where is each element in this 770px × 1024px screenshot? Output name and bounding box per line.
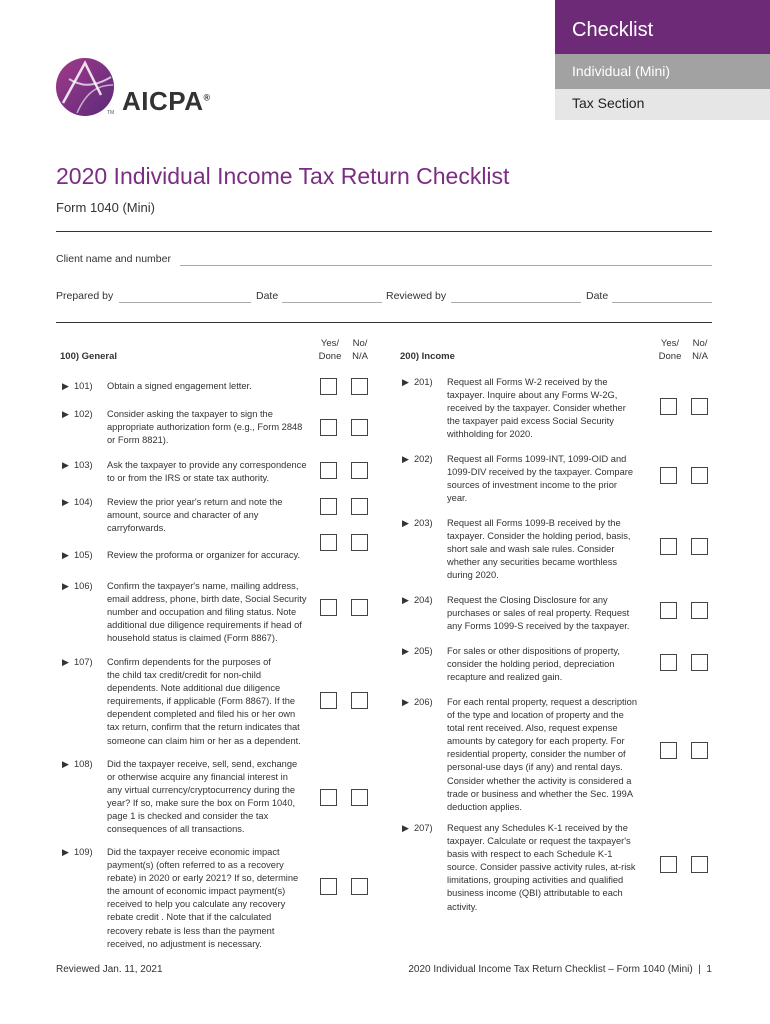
income-202-no-na-checkbox[interactable]: [691, 467, 708, 484]
item-text-line: sources of investment income to the prior: [447, 480, 618, 491]
income-section-title: 200) Income: [400, 351, 455, 362]
item-text: [447, 376, 650, 441]
item-text-line: deduction applies.: [447, 801, 522, 812]
arrow-icon: ▶: [402, 595, 409, 605]
item-text-line: total rent received. Also, request expense: [447, 723, 618, 734]
item-text: [107, 380, 310, 393]
item-text-line: dependent completed and filed his or her own: [107, 709, 296, 720]
item-number: 105): [74, 550, 93, 560]
income-205-no-na-checkbox[interactable]: [691, 654, 708, 671]
arrow-icon: ▶: [402, 518, 409, 528]
general-section-title: 100) General: [60, 351, 118, 362]
item-text-line: the taxpayer paid excess Social Security: [447, 416, 614, 427]
yes-done-header: Yes/ Done: [318, 338, 342, 362]
item-text-line: Request all Forms 1099-INT, 1099-OID and: [447, 454, 627, 464]
item-text-line: the child tax credit/credit for non-child: [107, 670, 261, 681]
general-item-101: [62, 380, 310, 393]
general-106-yes-done-checkbox[interactable]: [320, 599, 337, 616]
item-text: [107, 459, 310, 485]
item-text-line: or otherwise acquire any financial interest in: [107, 772, 288, 783]
item-text-line: to or from the IRS or state tax authority.: [107, 473, 270, 484]
item-text-line: taxpayer. Consider the holding period, basis,: [447, 531, 631, 542]
item-text-line: purchases or sales of real property. Request: [447, 608, 630, 619]
logo-text: AICPA®: [122, 86, 211, 116]
item-text-line: Did the taxpayer receive economic impact: [107, 847, 280, 857]
date1-label: Date: [256, 290, 279, 302]
item-text-line: short sale and wash sale rules. Consider: [447, 544, 615, 555]
item-text-line: 1099-DIV received by the taxpayer. Compare: [447, 467, 634, 478]
item-number: 103): [74, 460, 93, 470]
general-item-107: [62, 656, 310, 748]
item-text-line: Consider whether the activity is considered a: [447, 775, 632, 786]
income-item-202: [402, 453, 650, 505]
arrow-icon: ▶: [62, 409, 69, 419]
item-text-line: residential property, consider the number of: [447, 749, 626, 760]
item-text-line: year? If so, make sure the box on Form 1040,: [107, 798, 296, 809]
general-108-yes-done-checkbox[interactable]: [320, 789, 337, 806]
item-text-line: email address, phone, birth date, Social Security: [107, 594, 307, 605]
income-204-yes-done-checkbox[interactable]: [660, 602, 677, 619]
item-text-line: appropriate authorization form (e.g., Form 2848: [107, 422, 303, 433]
item-text-line: received by the taxpayer. Consider whether: [447, 403, 626, 414]
income-item-203: [402, 517, 650, 582]
item-text-line: Request the Closing Disclosure for any: [447, 595, 608, 605]
item-number: 104): [74, 497, 93, 507]
logo-tm: TM: [107, 110, 115, 116]
general-103-yes-done-checkbox[interactable]: [320, 462, 337, 479]
item-text-line: limitations, grouping activities and qualified: [447, 875, 624, 886]
date2-field[interactable]: [612, 302, 712, 303]
document-title: 2020 Individual Income Tax Return Checklist: [56, 163, 510, 189]
client-label: Client name and number: [56, 253, 171, 265]
arrow-icon: ▶: [402, 454, 409, 464]
general-102-no-na-checkbox[interactable]: [351, 419, 368, 436]
arrow-icon: ▶: [402, 377, 409, 387]
yes-done-header-2: Yes/ Done: [658, 338, 682, 362]
general-item-106: [62, 580, 310, 645]
document-subtitle: Form 1040 (Mini): [56, 200, 155, 215]
income-206-no-na-checkbox[interactable]: [691, 742, 708, 759]
item-text-line: number and occupation and filing status. Note: [107, 607, 297, 618]
item-text: [107, 408, 310, 447]
item-text-line: For sales or other dispositions of property,: [447, 646, 620, 656]
item-text-line: recapture and realized gain.: [447, 672, 563, 683]
item-number: 205): [414, 646, 433, 656]
general-105-yes-done-checkbox[interactable]: [320, 534, 337, 551]
item-text-line: or Form 8821).: [107, 435, 169, 446]
item-text-line: received, no adjustment is necessary.: [107, 938, 262, 949]
prepared-by-field[interactable]: [119, 302, 251, 303]
arrow-icon: ▶: [62, 550, 69, 560]
item-text-line: tax return, confirm that the return indicates that: [107, 722, 300, 733]
item-text: [447, 594, 650, 633]
item-text-line: received to help you calculate any recovery: [107, 899, 286, 910]
item-text-line: Review the prior year's return and note the: [107, 497, 283, 507]
item-text-line: payment(s) (often referred to as a recovery: [107, 860, 284, 871]
arrow-icon: ▶: [62, 460, 69, 470]
general-106-no-na-checkbox[interactable]: [351, 599, 368, 616]
general-108-no-na-checkbox[interactable]: [351, 789, 368, 806]
no-na-header: No/ N/A: [352, 338, 368, 362]
item-text-line: amount, source and character of any: [107, 510, 259, 521]
item-text-line: taxpayer. Inquire about any Forms W-2G,: [447, 390, 618, 401]
item-text: [107, 656, 310, 748]
item-text-line: of the type and location of property and the: [447, 710, 624, 721]
item-text: [107, 758, 310, 837]
arrow-icon: ▶: [62, 759, 69, 769]
general-item-109: [62, 846, 310, 951]
item-text-line: trade or business and whether the Sec. 199A: [447, 788, 634, 799]
item-text-line: amounts by category for each property. For: [447, 736, 625, 747]
item-text-line: Ask the taxpayer to provide any correspondence: [107, 460, 307, 470]
item-number: 201): [414, 377, 433, 387]
item-text-line: Request all Forms 1099-B received by the: [447, 518, 621, 528]
item-text: [107, 496, 310, 535]
arrow-icon: ▶: [402, 823, 409, 833]
item-text-line: any Forms 1099-S received by the taxpayer.: [447, 621, 630, 632]
general-107-yes-done-checkbox[interactable]: [320, 692, 337, 709]
item-text-line: page 1 is checked and consider the tax: [107, 811, 269, 822]
income-item-207: [402, 822, 650, 914]
item-text-line: taxpayer. Calculate or request the taxpayer's: [447, 836, 631, 847]
footer-page-info: 2020 Individual Income Tax Return Checklist – Form 1040 (Mini) | 1: [408, 964, 712, 975]
income-205-yes-done-checkbox[interactable]: [660, 654, 677, 671]
income-204-no-na-checkbox[interactable]: [691, 602, 708, 619]
general-104-yes-done-checkbox[interactable]: [320, 498, 337, 515]
item-text-line: during 2020.: [447, 570, 499, 581]
arrow-icon: ▶: [62, 381, 69, 391]
item-text-line: recovery rebate is less than the payment: [107, 925, 275, 936]
general-103-no-na-checkbox[interactable]: [351, 462, 368, 479]
item-text-line: consider the holding period, depreciation: [447, 659, 615, 670]
item-text-line: Confirm dependents for the purposes of: [107, 657, 271, 667]
footer-reviewed-date: Reviewed Jan. 11, 2021: [56, 964, 163, 975]
item-text-line: Obtain a signed engagement letter.: [107, 381, 252, 391]
general-101-yes-done-checkbox[interactable]: [320, 378, 337, 395]
income-206-yes-done-checkbox[interactable]: [660, 742, 677, 759]
fields-divider: [56, 322, 712, 323]
item-number: 109): [74, 847, 93, 857]
income-201-no-na-checkbox[interactable]: [691, 398, 708, 415]
item-text-line: consequences of all transactions.: [107, 824, 245, 835]
item-text: [447, 517, 650, 582]
tab-checklist: Checklist: [555, 0, 770, 54]
general-109-no-na-checkbox[interactable]: [351, 878, 368, 895]
item-text-line: source. Consider passive activity rules, at-risk: [447, 862, 636, 873]
item-text-line: any virtual currency/cryptocurrency during the: [107, 785, 296, 796]
arrow-icon: ▶: [402, 646, 409, 656]
item-number: 204): [414, 595, 433, 605]
item-text: [107, 549, 310, 562]
item-text-line: Did the taxpayer receive, sell, send, exchange: [107, 759, 298, 769]
item-text: [107, 580, 310, 645]
income-202-yes-done-checkbox[interactable]: [660, 467, 677, 484]
item-number: 203): [414, 518, 433, 528]
item-text-line: dependents. Note additional due diligence: [107, 683, 281, 694]
item-text: [447, 453, 650, 505]
item-text-line: Request all Forms W-2 received by the: [447, 377, 608, 387]
item-number: 202): [414, 454, 433, 464]
item-text-line: withholding for 2020.: [447, 429, 533, 440]
reviewed-by-field[interactable]: [451, 302, 581, 303]
item-text-line: someone can claim him or her as a dependent.: [107, 735, 301, 746]
item-text: [107, 846, 310, 951]
general-109-yes-done-checkbox[interactable]: [320, 878, 337, 895]
general-102-yes-done-checkbox[interactable]: [320, 419, 337, 436]
item-text-line: additional due diligence requirements if head of: [107, 620, 302, 631]
income-item-205: [402, 645, 650, 684]
item-text-line: basis with respect to each Schedule K-1: [447, 849, 613, 860]
general-105-no-na-checkbox[interactable]: [351, 534, 368, 551]
arrow-icon: ▶: [402, 697, 409, 707]
item-text-line: business income (QBI) attributable to each: [447, 888, 623, 899]
date1-field[interactable]: [282, 302, 382, 303]
income-203-yes-done-checkbox[interactable]: [660, 538, 677, 555]
general-101-no-na-checkbox[interactable]: [351, 378, 368, 395]
item-number: 107): [74, 657, 93, 667]
item-text-line: household status is claimed (Form 8867).: [107, 633, 278, 644]
prepared-by-label: Prepared by: [56, 290, 114, 302]
arrow-icon: ▶: [62, 581, 69, 591]
aicpa-logo-icon: [55, 55, 125, 125]
income-item-204: [402, 594, 650, 633]
item-number: 108): [74, 759, 93, 769]
item-text: [447, 696, 650, 814]
general-item-104: [62, 496, 310, 535]
item-text-line: Request any Schedules K-1 received by the: [447, 823, 628, 833]
income-item-206: [402, 696, 650, 814]
arrow-icon: ▶: [62, 847, 69, 857]
client-field[interactable]: [180, 265, 712, 266]
income-201-yes-done-checkbox[interactable]: [660, 398, 677, 415]
item-text-line: rebate) in 2020 or early 2021? If so, determine: [107, 873, 299, 884]
item-number: 207): [414, 823, 433, 833]
general-item-108: [62, 758, 310, 837]
arrow-icon: ▶: [62, 497, 69, 507]
item-text-line: year.: [447, 493, 468, 504]
income-203-no-na-checkbox[interactable]: [691, 538, 708, 555]
item-text-line: Review the proforma or organizer for accuracy.: [107, 550, 301, 560]
general-107-no-na-checkbox[interactable]: [351, 692, 368, 709]
income-207-no-na-checkbox[interactable]: [691, 856, 708, 873]
item-text-line: whether any securities became worthless: [447, 557, 618, 568]
item-number: 101): [74, 381, 93, 391]
item-number: 102): [74, 409, 93, 419]
item-text-line: For each rental property, request a description: [447, 697, 637, 707]
item-text: [447, 645, 650, 684]
arrow-icon: ▶: [62, 657, 69, 667]
tab-tax-section: Tax Section: [555, 89, 770, 120]
item-text-line: rebate credit . Note that if the calculated: [107, 912, 272, 923]
no-na-header-2: No/ N/A: [692, 338, 708, 362]
tab-individual-mini: Individual (Mini): [555, 54, 770, 89]
item-text: [447, 822, 650, 914]
item-text-line: the amount of economic impact payment(s): [107, 886, 286, 897]
item-text-line: carryforwards.: [107, 523, 166, 534]
item-number: 206): [414, 697, 433, 707]
item-text-line: personal-use days (if any) and rental days.: [447, 762, 623, 773]
general-item-105: [62, 549, 310, 562]
item-text-line: activity.: [447, 901, 478, 912]
item-number: 106): [74, 581, 93, 591]
item-text-line: requirements, if applicable (Form 8867). If the: [107, 696, 296, 707]
income-item-201: [402, 376, 650, 441]
title-divider: [56, 231, 712, 232]
general-104-no-na-checkbox[interactable]: [351, 498, 368, 515]
reviewed-by-label: Reviewed by: [386, 290, 447, 302]
general-item-103: [62, 459, 310, 485]
date2-label: Date: [586, 290, 609, 302]
general-item-102: [62, 408, 310, 447]
item-text-line: Confirm the taxpayer's name, mailing address,: [107, 581, 299, 591]
income-207-yes-done-checkbox[interactable]: [660, 856, 677, 873]
item-text-line: Consider asking the taxpayer to sign the: [107, 409, 273, 419]
